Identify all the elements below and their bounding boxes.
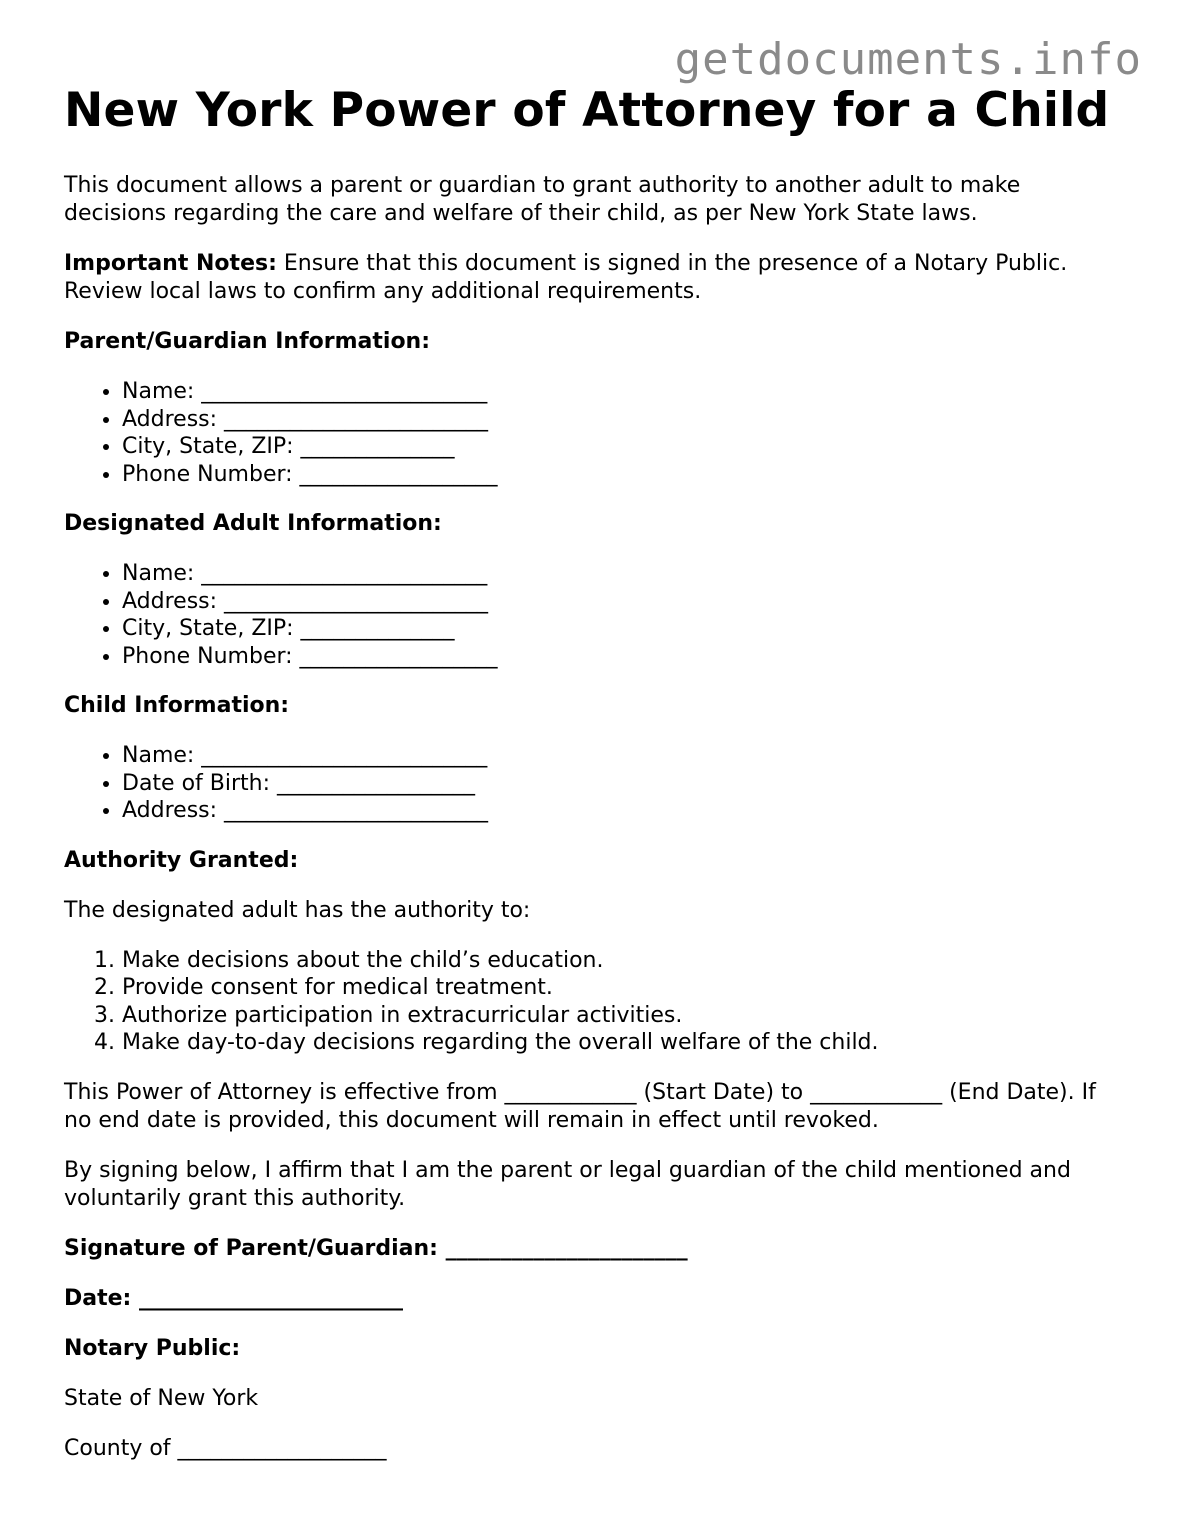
notary-county-line: County of ___________________ bbox=[64, 1435, 387, 1461]
authority-list bbox=[64, 947, 1124, 1057]
parent-heading: Parent/Guardian Information: bbox=[64, 329, 431, 354]
authority-item: 3. Authorize participation in extracurricular activities. bbox=[122, 1002, 1124, 1030]
child-name-field: • Name: __________________________ bbox=[122, 742, 1124, 770]
authority-item: 1. Make decisions about the child’s education. bbox=[122, 947, 1124, 975]
parent-fields-list bbox=[64, 378, 1124, 488]
affirmation-paragraph: By signing below, I affirm that I am the parent or legal guardian of the child mentioned and voluntarily grant this authority. bbox=[64, 1157, 1071, 1211]
notary-state: State of New York bbox=[64, 1385, 259, 1411]
adult-phone-field: • Phone Number: __________________ bbox=[122, 643, 1124, 671]
notary-heading: Notary Public: bbox=[64, 1335, 241, 1361]
document-title: New York Power of Attorney for a Child bbox=[64, 83, 1110, 138]
important-notes-text: Ensure that this document is signed in the presence of a Notary Public. Review local laws to confirm any additional requirements. bbox=[64, 251, 1068, 304]
signature-line: Signature of Parent/Guardian: ______________________ bbox=[64, 1235, 688, 1261]
intro-paragraph: This document allows a parent or guardian to grant authority to another adult to make decisions regarding the care and welfare of their child, as per New York State laws. bbox=[64, 173, 1021, 226]
parent-name-field: • Name: __________________________ bbox=[122, 378, 1124, 406]
parent-phone-field: • Phone Number: __________________ bbox=[122, 461, 1124, 489]
authority-item: 2. Provide consent for medical treatment. bbox=[122, 974, 1124, 1002]
important-notes-label: Important Notes: bbox=[64, 251, 277, 276]
adult-heading: Designated Adult Information: bbox=[64, 511, 442, 536]
parent-city-field: • City, State, ZIP: ______________ bbox=[122, 433, 1124, 461]
document-page bbox=[64, 84, 1124, 1463]
child-heading: Child Information: bbox=[64, 693, 290, 718]
authority-lead: The designated adult has the authority to: bbox=[64, 897, 531, 923]
authority-heading: Authority Granted: bbox=[64, 847, 299, 873]
adult-name-field: • Name: __________________________ bbox=[122, 560, 1124, 588]
authority-item: 4. Make day-to-day decisions regarding the overall welfare of the child. bbox=[122, 1029, 1124, 1057]
parent-address-field: • Address: ________________________ bbox=[122, 406, 1124, 434]
important-notes bbox=[64, 250, 1124, 306]
date-line: Date: ________________________ bbox=[64, 1285, 404, 1311]
adult-address-field: • Address: ________________________ bbox=[122, 588, 1124, 616]
adult-fields-list bbox=[64, 560, 1124, 670]
watermark: getdocuments.info bbox=[674, 34, 1142, 85]
child-fields-list bbox=[64, 742, 1124, 825]
child-address-field: • Address: ________________________ bbox=[122, 797, 1124, 825]
effective-dates-paragraph: This Power of Attorney is effective from ____________ (Start Date) to ____________ (End Date). If no end date is provided, this document will remain in effect until revoked. bbox=[64, 1079, 1096, 1133]
adult-city-field: • City, State, ZIP: ______________ bbox=[122, 615, 1124, 643]
child-dob-field: • Date of Birth: __________________ bbox=[122, 770, 1124, 798]
